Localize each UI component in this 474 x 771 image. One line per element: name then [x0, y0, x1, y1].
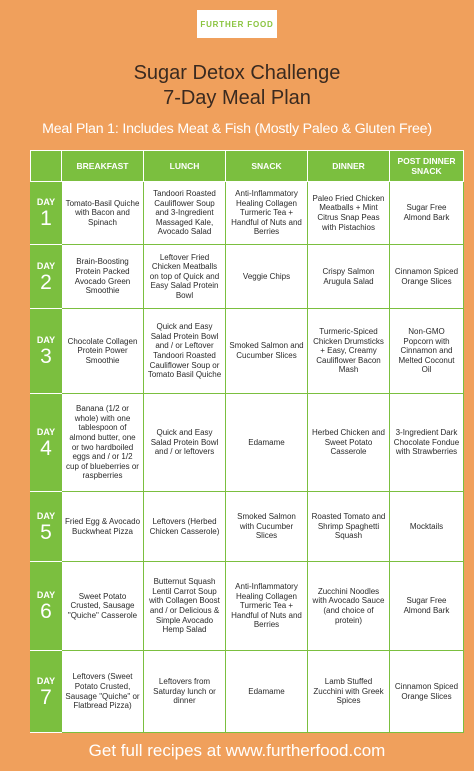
- header-dinner: DINNER: [308, 151, 390, 182]
- dinner-cell: Zucchini Noodles with Avocado Sauce (and choice of protein): [308, 562, 390, 651]
- day-cell: [31, 492, 62, 562]
- dinner-cell: Herbed Chicken and Sweet Potato Casserole: [308, 394, 390, 492]
- day-label: DAY: [36, 260, 56, 271]
- table-row: [31, 182, 464, 245]
- table-row: [31, 394, 464, 492]
- meal-plan-table: [30, 150, 464, 733]
- meal-plan-subtitle: Meal Plan 1: Includes Meat & Fish (Mostly Paleo & Gluten Free): [42, 121, 432, 137]
- day-number: 1: [40, 207, 52, 230]
- breakfast-cell: Brain-Boosting Protein Packed Avocado Green Smoothie: [62, 245, 144, 309]
- day-label: DAY: [36, 510, 56, 521]
- table-row: [31, 492, 464, 562]
- header-day-blank: [31, 151, 62, 182]
- snack-cell: Edamame: [226, 394, 308, 492]
- lunch-cell: Quick and Easy Salad Protein Bowl and / or Leftover Tandoori Roasted Cauliflower Soup or Tomato Basil Quiche: [144, 309, 226, 394]
- breakfast-cell: Fried Egg & Avocado Buckwheat Pizza: [62, 492, 144, 562]
- meal-plan-grid: [30, 150, 463, 732]
- header-post-dinner-snack: POST DINNER SNACK: [390, 151, 464, 182]
- dinner-cell: Paleo Fried Chicken Meatballs + Mint Citrus Snap Peas with Pistachios: [308, 182, 390, 245]
- snack-cell: Anti-Inflammatory Healing Collagen Turmeric Tea + Handful of Nuts and Berries: [226, 562, 308, 651]
- breakfast-cell: Leftovers (Sweet Potato Crusted, Sausage "Quiche" or Flatbread Pizza): [62, 651, 144, 733]
- header-breakfast: BREAKFAST: [62, 151, 144, 182]
- day-label: DAY: [36, 197, 56, 207]
- day-number: 4: [40, 436, 52, 460]
- footer-recipes-link-text: Get full recipes at www.furtherfood.com: [88, 741, 386, 760]
- post-dinner-cell: Cinnamon Spiced Orange Slices: [390, 651, 464, 733]
- dinner-cell: Lamb Stuffed Zucchini with Greek Spices: [308, 651, 390, 733]
- lunch-cell: Leftovers (Herbed Chicken Casserole): [144, 492, 226, 562]
- day-cell: [31, 562, 62, 651]
- snack-cell: Edamame: [226, 651, 308, 733]
- day-label: DAY: [36, 335, 56, 345]
- header-row: [31, 151, 464, 182]
- day-cell: [31, 309, 62, 394]
- breakfast-cell: Tomato-Basil Quiche with Bacon and Spinach: [62, 182, 144, 245]
- snack-cell: Smoked Salmon and Cucumber Slices: [226, 309, 308, 394]
- dinner-cell: Crispy Salmon Arugula Salad: [308, 245, 390, 309]
- dinner-cell: Turmeric-Spiced Chicken Drumsticks + Easy, Creamy Cauliflower Bacon Mash: [308, 309, 390, 394]
- snack-cell: Anti-Inflammatory Healing Collagen Turmeric Tea + Handful of Nuts and Berries: [226, 182, 308, 245]
- post-dinner-cell: Sugar Free Almond Bark: [390, 182, 464, 245]
- table-row: [31, 562, 464, 651]
- post-dinner-cell: Sugar Free Almond Bark: [390, 562, 464, 651]
- header-lunch: LUNCH: [144, 151, 226, 182]
- breakfast-cell: Chocolate Collagen Protein Power Smoothie: [62, 309, 144, 394]
- snack-cell: Smoked Salmon with Cucumber Slices: [226, 492, 308, 562]
- lunch-cell: Tandoori Roasted Cauliflower Soup and 3-Ingredient Massaged Kale, Avocado Salad: [144, 182, 226, 245]
- breakfast-cell: Sweet Potato Crusted, Sausage "Quiche" Casserole: [62, 562, 144, 651]
- lunch-cell: Leftover Fried Chicken Meatballs on top of Quick and Easy Salad Protein Bowl: [144, 245, 226, 309]
- day-cell: [31, 245, 62, 309]
- post-dinner-cell: Mocktails: [390, 492, 464, 562]
- page-title-line1: Sugar Detox Challenge: [133, 62, 341, 84]
- lunch-cell: Leftovers from Saturday lunch or dinner: [144, 651, 226, 733]
- day-label: DAY: [36, 590, 56, 600]
- day-number: 6: [40, 600, 52, 623]
- brand-text: FURTHER FOOD: [200, 19, 274, 29]
- post-dinner-cell: Cinnamon Spiced Orange Slices: [390, 245, 464, 309]
- dinner-cell: Roasted Tomato and Shrimp Spaghetti Squash: [308, 492, 390, 562]
- day-cell: [31, 394, 62, 492]
- day-cell: [31, 651, 62, 733]
- table-row: [31, 651, 464, 733]
- day-label: DAY: [36, 675, 56, 686]
- header-snack: SNACK: [226, 151, 308, 182]
- lunch-cell: Butternut Squash Lentil Carrot Soup with Collagen Boost and / or Delicious & Simple Avocado Hemp Salad: [144, 562, 226, 651]
- day-cell: [31, 182, 62, 245]
- table-row: [31, 245, 464, 309]
- breakfast-cell: Banana (1/2 or whole) with one tablespoon of almond butter, one or two hardboiled eggs and / or 1/2 cup of blueberries or raspberries: [62, 394, 144, 492]
- day-number: 2: [40, 270, 52, 294]
- page-title-line2: 7-Day Meal Plan: [163, 87, 311, 109]
- day-number: 5: [40, 520, 52, 544]
- brand-logo: [197, 10, 277, 38]
- day-number: 7: [40, 685, 52, 709]
- table-row: [31, 309, 464, 394]
- lunch-cell: Quick and Easy Salad Protein Bowl and / or leftovers: [144, 394, 226, 492]
- snack-cell: Veggie Chips: [226, 245, 308, 309]
- day-number: 3: [40, 345, 52, 368]
- post-dinner-cell: 3-Ingredient Dark Chocolate Fondue with Strawberries: [390, 394, 464, 492]
- day-label: DAY: [36, 426, 56, 437]
- post-dinner-cell: Non-GMO Popcorn with Cinnamon and Melted Coconut Oil: [390, 309, 464, 394]
